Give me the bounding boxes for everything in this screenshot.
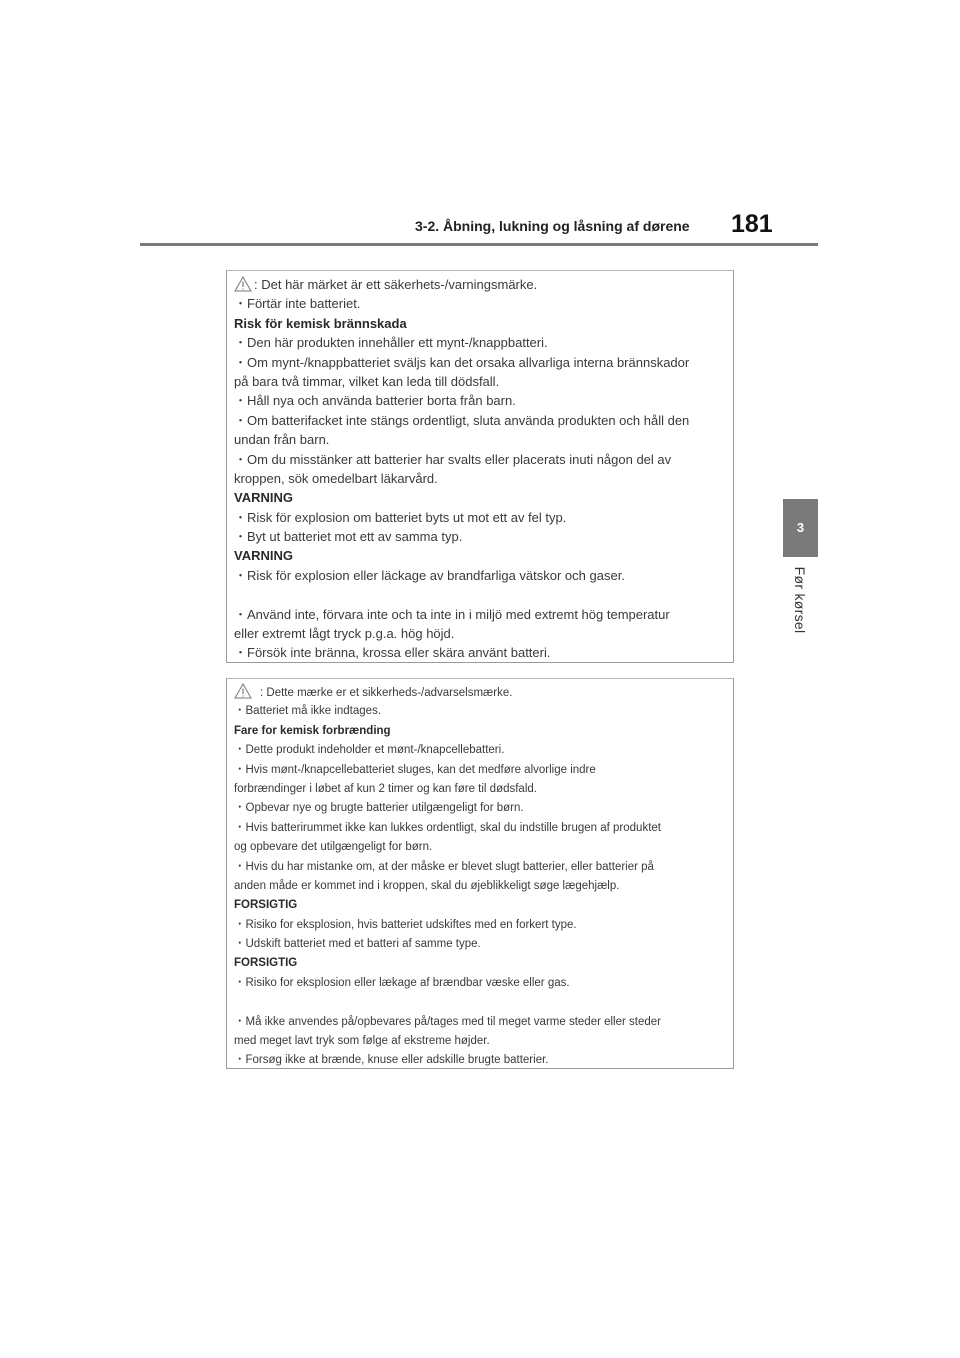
text-line	[234, 799, 733, 818]
section-heading	[234, 896, 733, 915]
text-line	[234, 1013, 733, 1032]
text-line	[234, 275, 733, 294]
line-text: ・Risiko for eksplosion, hvis batteriet udskiftes med en forkert type.	[234, 918, 577, 931]
warning-triangle-icon	[234, 683, 252, 699]
line-text: ・Håll nya och använda batterier borta från barn.	[234, 393, 516, 409]
line-text: ・Risiko for eksplosion eller lækage af brændbar væske eller gas.	[234, 976, 570, 989]
text-line	[234, 353, 733, 372]
header-divider	[140, 243, 818, 246]
text-line	[234, 819, 733, 838]
line-text: ・Batteriet må ikke indtages.	[234, 705, 382, 718]
section-heading	[234, 488, 733, 507]
line-text: kroppen, sök omedelbart läkarvård.	[234, 470, 438, 486]
text-line	[234, 935, 733, 954]
text-line	[234, 838, 733, 857]
line-text: ・Byt ut batteriet mot ett av samma typ.	[234, 529, 463, 545]
line-text: FORSIGTIG	[234, 957, 298, 970]
text-line	[234, 858, 733, 877]
line-text: FORSIGTIG	[234, 899, 298, 912]
line-text: forbrændinger i løbet af kun 2 timer og kan føre til dødsfald.	[234, 782, 537, 795]
line-text: på bara två timmar, vilket kan leda till dödsfall.	[234, 373, 500, 389]
line-text: ・Må ikke anvendes på/opbevares på/tages med til meget varme steder eller steder	[234, 1015, 661, 1028]
line-text: ・Hvis du har mistanke om, at der måske er blevet slugt batterier, eller batterier på	[234, 860, 654, 873]
chapter-number: 3	[796, 520, 805, 535]
line-text: ・Risk för explosion eller läckage av brandfarliga vätskor och gaser.	[234, 567, 625, 583]
line-text: ・Försök inte bränna, krossa eller skära använt batteri.	[234, 645, 551, 661]
danish-warning-box	[226, 678, 734, 1069]
swedish-warning-box	[226, 270, 734, 663]
text-line	[234, 450, 733, 469]
text-line	[234, 741, 733, 760]
line-text: og opbevare det utilgængeligt for børn.	[234, 841, 433, 854]
line-text: undan från barn.	[234, 432, 330, 448]
section-title: 3-2. Åbning, lukning og låsning af dørene	[415, 218, 690, 234]
line-text: : Dette mærke er et sikkerheds-/advarselsmærke.	[260, 687, 513, 699]
blank-line	[234, 993, 733, 1012]
text-line	[234, 294, 733, 313]
line-text: ・Hvis batterirummet ikke kan lukkes ordentligt, skal du indstille brugen af produktet	[234, 821, 661, 834]
text-line	[234, 372, 733, 391]
line-text: VARNING	[234, 490, 293, 506]
text-line	[234, 702, 733, 721]
text-line	[234, 508, 733, 527]
text-line	[234, 391, 733, 410]
text-line	[234, 643, 733, 662]
line-text: Risk för kemisk brännskada	[234, 315, 407, 331]
section-heading	[234, 722, 733, 741]
line-text: ・Förtär inte batteriet.	[234, 296, 361, 312]
text-line	[234, 527, 733, 546]
line-text: anden måde er kommet ind i kroppen, skal du øjeblikkeligt søge lægehjælp.	[234, 879, 620, 892]
line-text: med meget lavt tryk som følge af ekstreme højder.	[234, 1035, 490, 1048]
line-text: ・Udskift batteriet med et batteri af samme type.	[234, 938, 481, 951]
section-heading	[234, 546, 733, 565]
line-text: VARNING	[234, 548, 293, 564]
line-text: ・Använd inte, förvara inte och ta inte in i miljö med extremt hög temperatur	[234, 606, 670, 622]
text-line	[234, 683, 733, 702]
line-text: ・Risk för explosion om batteriet byts ut mot ett av fel typ.	[234, 509, 567, 525]
text-line	[234, 624, 733, 643]
text-line	[234, 430, 733, 449]
text-line	[234, 877, 733, 896]
line-text: ・Om mynt-/knappbatteriet sväljs kan det orsaka allvarliga interna brännskador	[234, 354, 690, 370]
section-heading	[234, 314, 733, 333]
line-text: ・Hvis mønt-/knapcellebatteriet sluges, kan det medføre alvorlige indre	[234, 763, 596, 776]
section-heading	[234, 954, 733, 973]
text-line	[234, 780, 733, 799]
text-line	[234, 974, 733, 993]
line-text: ・Forsøg ikke at brænde, knuse eller adskille brugte batterier.	[234, 1054, 549, 1067]
text-line	[234, 605, 733, 624]
text-line	[234, 333, 733, 352]
line-text: ・Dette produkt indeholder et mønt-/knapcellebatteri.	[234, 744, 505, 757]
page-number: 181	[731, 210, 773, 238]
chapter-label-text: Før kørsel	[792, 566, 808, 634]
text-line	[234, 566, 733, 585]
line-text: ・Om du misstänker att batterier har svalts eller placerats inuti någon del av	[234, 451, 672, 467]
line-text: ・Den här produkten innehåller ett mynt-/knappbatteri.	[234, 335, 548, 351]
line-text: Fare for kemisk forbrænding	[234, 724, 391, 737]
line-text: : Det här märket är ett säkerhets-/varningsmärke.	[254, 277, 538, 292]
line-text: ・Opbevar nye og brugte batterier utilgængeligt for børn.	[234, 802, 524, 815]
line-text: eller extremt lågt tryck p.g.a. hög höjd.	[234, 626, 455, 642]
blank-line	[234, 585, 733, 604]
line-text: ・Om batterifacket inte stängs ordentligt, sluta använda produkten och håll den	[234, 412, 690, 428]
text-line	[234, 411, 733, 430]
text-line	[234, 1051, 733, 1070]
warning-triangle-icon	[234, 276, 252, 292]
text-line	[234, 1032, 733, 1051]
text-line	[234, 469, 733, 488]
text-line	[234, 916, 733, 935]
text-line	[234, 761, 733, 780]
